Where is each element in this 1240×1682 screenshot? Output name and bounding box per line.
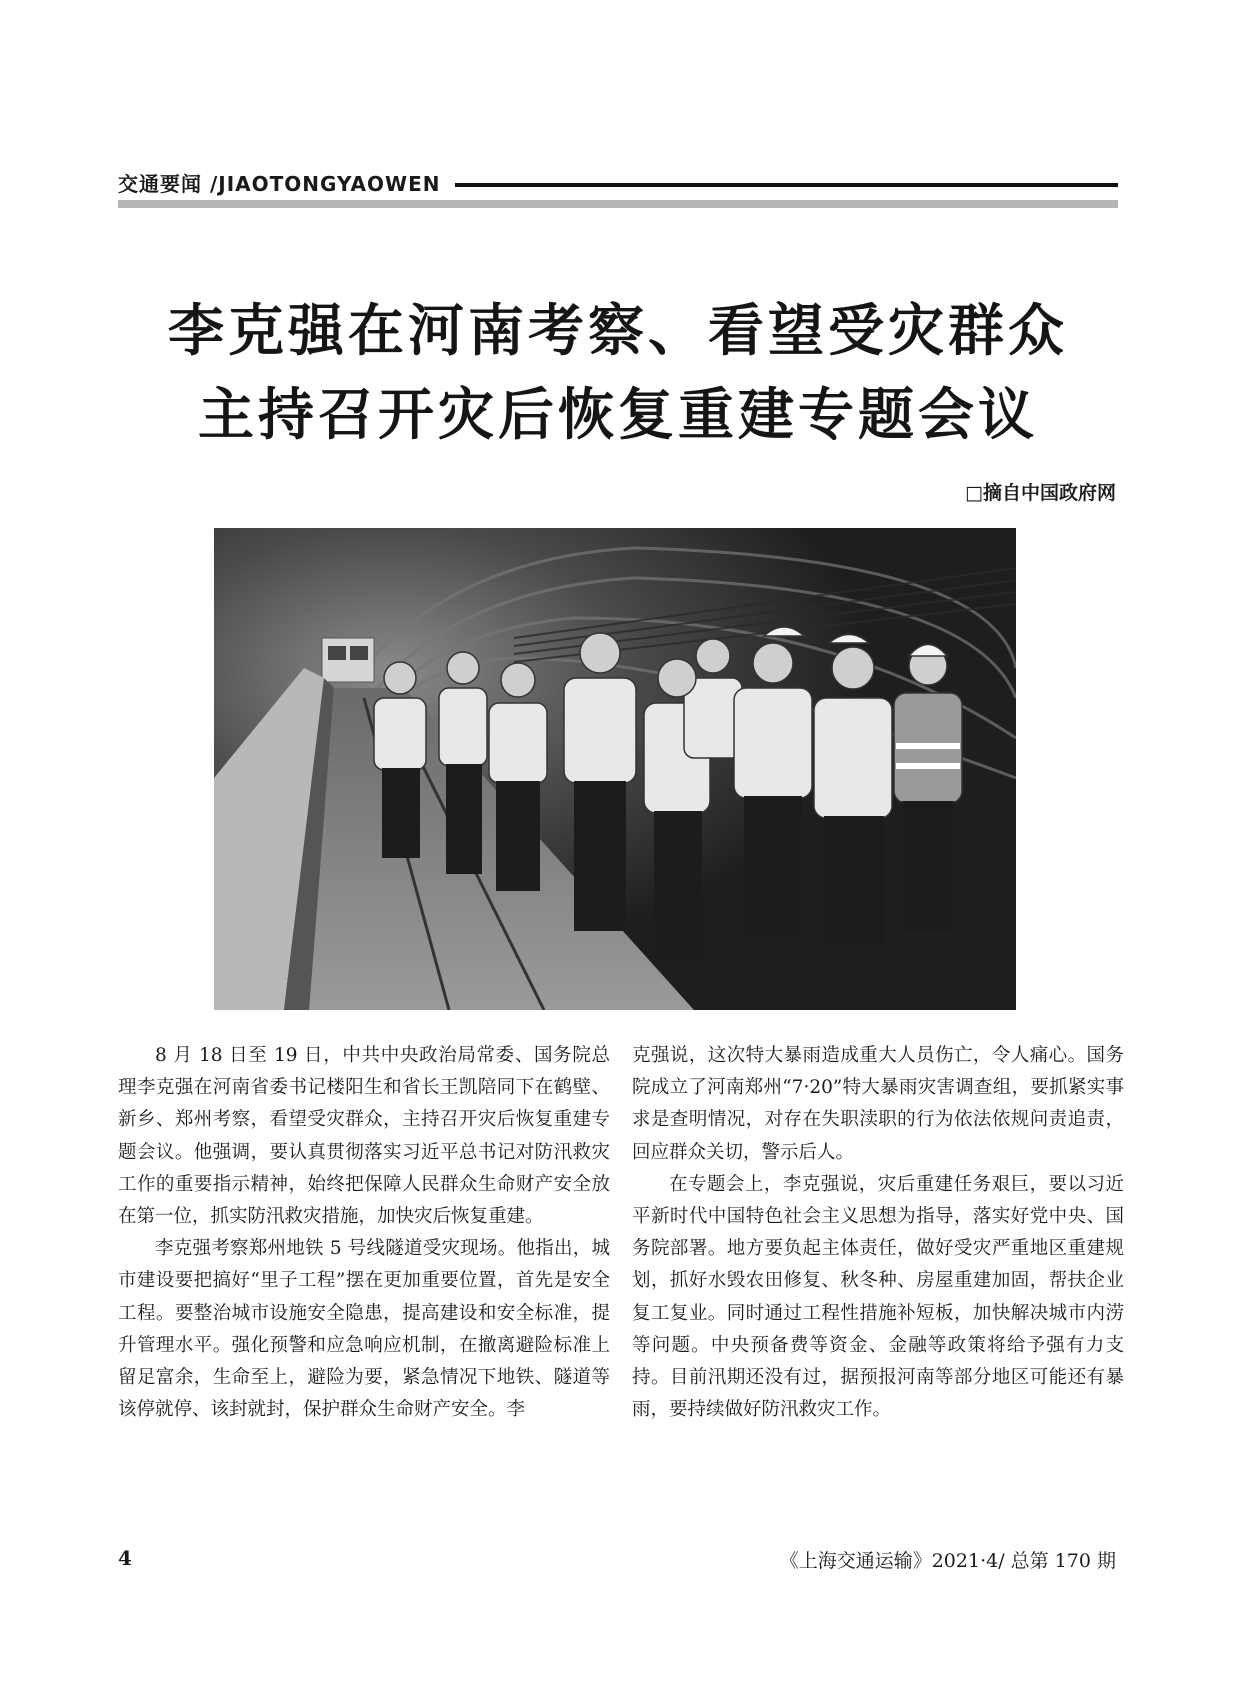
body-paragraph: 在专题会上，李克强说，灾后重建任务艰巨，要以习近平新时代中国特色社会主义思想为指导，落实好党中央、国务院部署。地方要负起主体责任，做好受灾严重地区重建规划，抓好水毁农田修复、秋冬种、房屋重建加固，帮扶企业复工复业。同时通过工程性措施补短板，加快解决城市内涝等问题。中央预备费等资金、金融等政策将给予强有力支持。目前汛期还没有过，据预报河南等部分地区可能还有暴雨，要持续做好防汛救灾工作。 xyxy=(632,1173,1124,1421)
body-paragraph: 8 月 18 日至 19 日，中共中央政治局常委、国务院总理李克强在河南省委书记楼阳生和省长王凯陪同下在鹤壁、新乡、郑州考察，看望受灾群众，主持召开灾后恢复重建专题会议。他强调，要认真贯彻落实习近平总书记对防汛救灾工作的重要指示精神，始终把保障人民群众生命财产安全放在第一位，抓实防汛救灾措施，加快灾后恢复重建。 xyxy=(118,1045,610,1228)
title-line-1: 李克强在河南考察、看望受灾群众 xyxy=(168,299,1068,364)
header-shade-bar xyxy=(118,200,1118,208)
article-body-left-column xyxy=(118,1040,610,1426)
article-body-right-column xyxy=(632,1040,1124,1426)
journal-issue: 《上海交通运输》2021·4/ 总第 170 期 xyxy=(779,1550,1116,1572)
section-header xyxy=(118,170,1118,210)
section-label: 交通要闻 /JIAOTONGYAOWEN xyxy=(118,170,455,198)
article-photo xyxy=(214,528,1016,1010)
title-line-2: 主持召开灾后恢复重建专题会议 xyxy=(198,383,1038,448)
body-paragraph: 李克强考察郑州地铁 5 号线隧道受灾现场。他指出，城市建设要把搞好“里子工程”摆在更加重要位置，首先是安全工程。要整治城市设施安全隐患，提高建设和安全标准，提升管理水平。强化预警和应急响应机制，在撤离避险标准上留足富余，生命至上，避险为要，紧急情况下地铁、隧道等该停就停、该封就封，保护群众生命财产安全。李 xyxy=(118,1238,610,1421)
article-title xyxy=(118,290,1118,458)
photo-tunnel-inspection-icon xyxy=(214,528,1016,1010)
page-number: 4 xyxy=(118,1546,132,1570)
body-paragraph: 克强说，这次特大暴雨造成重大人员伤亡，令人痛心。国务院成立了河南郑州“7·20”特大暴雨灾害调查组，要抓紧实事求是查明情况，对存在失职渎职的行为依法依规问责追责，回应群众关切，警示后人。 xyxy=(632,1045,1124,1163)
article-source: □摘自中国政府网 xyxy=(965,482,1116,504)
